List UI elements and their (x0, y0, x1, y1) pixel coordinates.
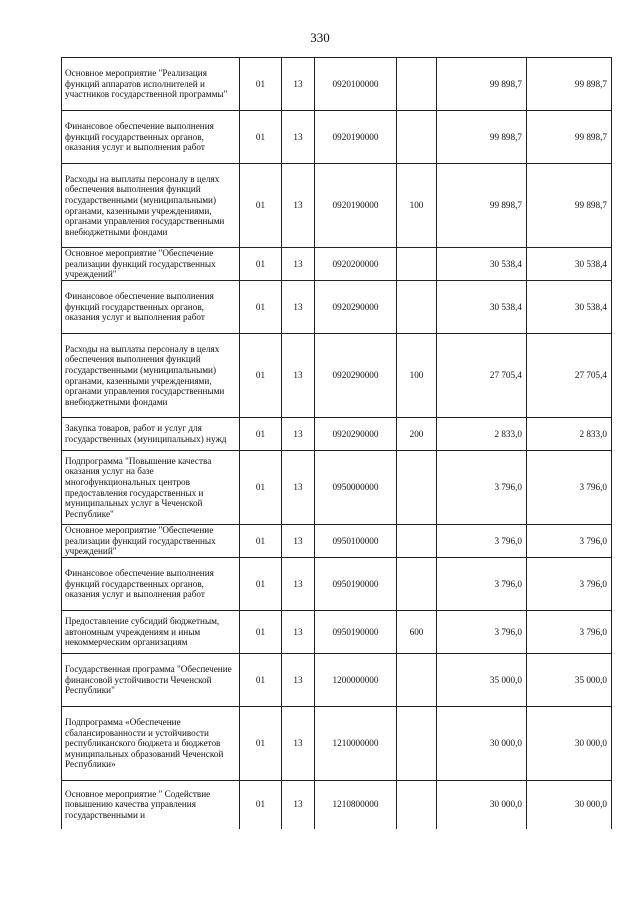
cell-rz: 01 (240, 418, 282, 451)
cell-sum1: 3 796,0 (437, 611, 527, 654)
cell-csr: 0920290000 (315, 418, 397, 451)
cell-rz: 01 (240, 164, 282, 248)
table-row (62, 707, 612, 781)
cell-vr (397, 525, 437, 558)
cell-sum1: 3 796,0 (437, 525, 527, 558)
cell-csr: 1200000000 (315, 654, 397, 707)
cell-vr (397, 558, 437, 611)
cell-rz: 01 (240, 781, 282, 829)
cell-pr: 13 (282, 451, 315, 525)
cell-pr: 13 (282, 281, 315, 334)
cell-csr: 0920290000 (315, 334, 397, 418)
cell-csr: 0920100000 (315, 58, 397, 111)
cell-sum1: 2 833,0 (437, 418, 527, 451)
cell-rz: 01 (240, 707, 282, 781)
cell-sum2: 3 796,0 (527, 558, 612, 611)
table-row (62, 525, 612, 558)
cell-pr: 13 (282, 558, 315, 611)
cell-sum2: 99 898,7 (527, 111, 612, 164)
cell-rz: 01 (240, 248, 282, 281)
cell-rz: 01 (240, 111, 282, 164)
table-row (62, 781, 612, 829)
cell-rz: 01 (240, 334, 282, 418)
cell-csr: 0920290000 (315, 281, 397, 334)
cell-pr: 13 (282, 418, 315, 451)
cell-sum1: 99 898,7 (437, 164, 527, 248)
cell-name: Финансовое обеспечение выполнения функций государственных органов, оказания услуг и выполнения работ (62, 558, 240, 611)
table-row (62, 281, 612, 334)
cell-pr: 13 (282, 164, 315, 248)
table-row (62, 164, 612, 248)
table-row (62, 558, 612, 611)
cell-pr: 13 (282, 781, 315, 829)
table-row (62, 654, 612, 707)
cell-name: Подпрограмма «Обеспечение сбалансированности и устойчивости республиканского бюджета и бюджетов муниципальных образований Чеченской Республики» (62, 707, 240, 781)
cell-name: Финансовое обеспечение выполнения функций государственных органов, оказания услуг и выполнения работ (62, 281, 240, 334)
budget-table-body (62, 58, 612, 829)
cell-sum2: 30 538,4 (527, 281, 612, 334)
cell-name: Расходы на выплаты персоналу в целях обеспечения выполнения функций государственными (муниципальными) органами, казенными учреждениями, органами управления государственными внебюджетными фондами (62, 164, 240, 248)
table-row (62, 451, 612, 525)
table-row (62, 334, 612, 418)
cell-rz: 01 (240, 525, 282, 558)
cell-vr: 100 (397, 164, 437, 248)
cell-name: Основное мероприятие "Обеспечение реализации функций государственных учреждений" (62, 248, 240, 281)
cell-sum2: 30 538,4 (527, 248, 612, 281)
cell-sum2: 99 898,7 (527, 58, 612, 111)
table-row (62, 58, 612, 111)
cell-rz: 01 (240, 281, 282, 334)
cell-vr (397, 451, 437, 525)
cell-sum2: 35 000,0 (527, 654, 612, 707)
cell-sum1: 99 898,7 (437, 111, 527, 164)
cell-name: Государственная программа "Обеспечение финансовой устойчивости Чеченской Республики" (62, 654, 240, 707)
cell-sum2: 2 833,0 (527, 418, 612, 451)
table-row (62, 248, 612, 281)
cell-rz: 01 (240, 58, 282, 111)
cell-pr: 13 (282, 248, 315, 281)
cell-csr: 0920200000 (315, 248, 397, 281)
cell-vr (397, 281, 437, 334)
cell-name: Закупка товаров, работ и услуг для государственных (муниципальных) нужд (62, 418, 240, 451)
cell-name: Расходы на выплаты персоналу в целях обеспечения выполнения функций государственными (муниципальными) органами, казенными учреждениями, органами управления государственными внебюджетными фондами (62, 334, 240, 418)
cell-name: Основное мероприятие "Реализация функций аппаратов исполнителей и участников государственной программы" (62, 58, 240, 111)
budget-table (61, 57, 612, 829)
cell-pr: 13 (282, 525, 315, 558)
cell-csr: 0920190000 (315, 111, 397, 164)
cell-pr: 13 (282, 611, 315, 654)
cell-sum1: 30 538,4 (437, 248, 527, 281)
cell-vr: 100 (397, 334, 437, 418)
cell-csr: 1210000000 (315, 707, 397, 781)
cell-vr (397, 58, 437, 111)
cell-csr: 0950190000 (315, 558, 397, 611)
cell-rz: 01 (240, 654, 282, 707)
cell-sum1: 35 000,0 (437, 654, 527, 707)
cell-pr: 13 (282, 654, 315, 707)
cell-vr (397, 111, 437, 164)
cell-sum2: 3 796,0 (527, 451, 612, 525)
cell-sum1: 99 898,7 (437, 58, 527, 111)
cell-name: Основное мероприятие "Обеспечение реализации функций государственных учреждений" (62, 525, 240, 558)
cell-pr: 13 (282, 707, 315, 781)
cell-name: Финансовое обеспечение выполнения функций государственных органов, оказания услуг и выполнения работ (62, 111, 240, 164)
cell-csr: 0950190000 (315, 611, 397, 654)
cell-pr: 13 (282, 58, 315, 111)
cell-vr: 200 (397, 418, 437, 451)
cell-sum2: 3 796,0 (527, 611, 612, 654)
cell-sum2: 99 898,7 (527, 164, 612, 248)
cell-pr: 13 (282, 334, 315, 418)
cell-vr (397, 781, 437, 829)
cell-rz: 01 (240, 451, 282, 525)
page-number: 330 (310, 30, 330, 45)
cell-sum1: 30 000,0 (437, 781, 527, 829)
table-row (62, 111, 612, 164)
cell-vr (397, 707, 437, 781)
cell-vr (397, 654, 437, 707)
cell-name: Подпрограмма "Повышение качества оказания услуг на базе многофункциональных центров предоставления государственных и муниципальных услуг в Чеченской Республике" (62, 451, 240, 525)
cell-csr: 0920190000 (315, 164, 397, 248)
cell-csr: 0950100000 (315, 525, 397, 558)
cell-sum1: 30 538,4 (437, 281, 527, 334)
cell-sum1: 27 705,4 (437, 334, 527, 418)
cell-csr: 1210800000 (315, 781, 397, 829)
cell-sum2: 30 000,0 (527, 707, 612, 781)
cell-csr: 0950000000 (315, 451, 397, 525)
cell-rz: 01 (240, 558, 282, 611)
cell-name: Предоставление субсидий бюджетным, автономным учреждениям и иным некоммерческим организациям (62, 611, 240, 654)
cell-sum1: 3 796,0 (437, 451, 527, 525)
cell-vr (397, 248, 437, 281)
cell-sum1: 30 000,0 (437, 707, 527, 781)
table-row (62, 418, 612, 451)
cell-sum2: 30 000,0 (527, 781, 612, 829)
cell-sum2: 27 705,4 (527, 334, 612, 418)
table-row (62, 611, 612, 654)
cell-name: Основное мероприятие " Содействие повышению качества управления государственными и (62, 781, 240, 829)
cell-rz: 01 (240, 611, 282, 654)
cell-sum2: 3 796,0 (527, 525, 612, 558)
cell-vr: 600 (397, 611, 437, 654)
cell-pr: 13 (282, 111, 315, 164)
cell-sum1: 3 796,0 (437, 558, 527, 611)
